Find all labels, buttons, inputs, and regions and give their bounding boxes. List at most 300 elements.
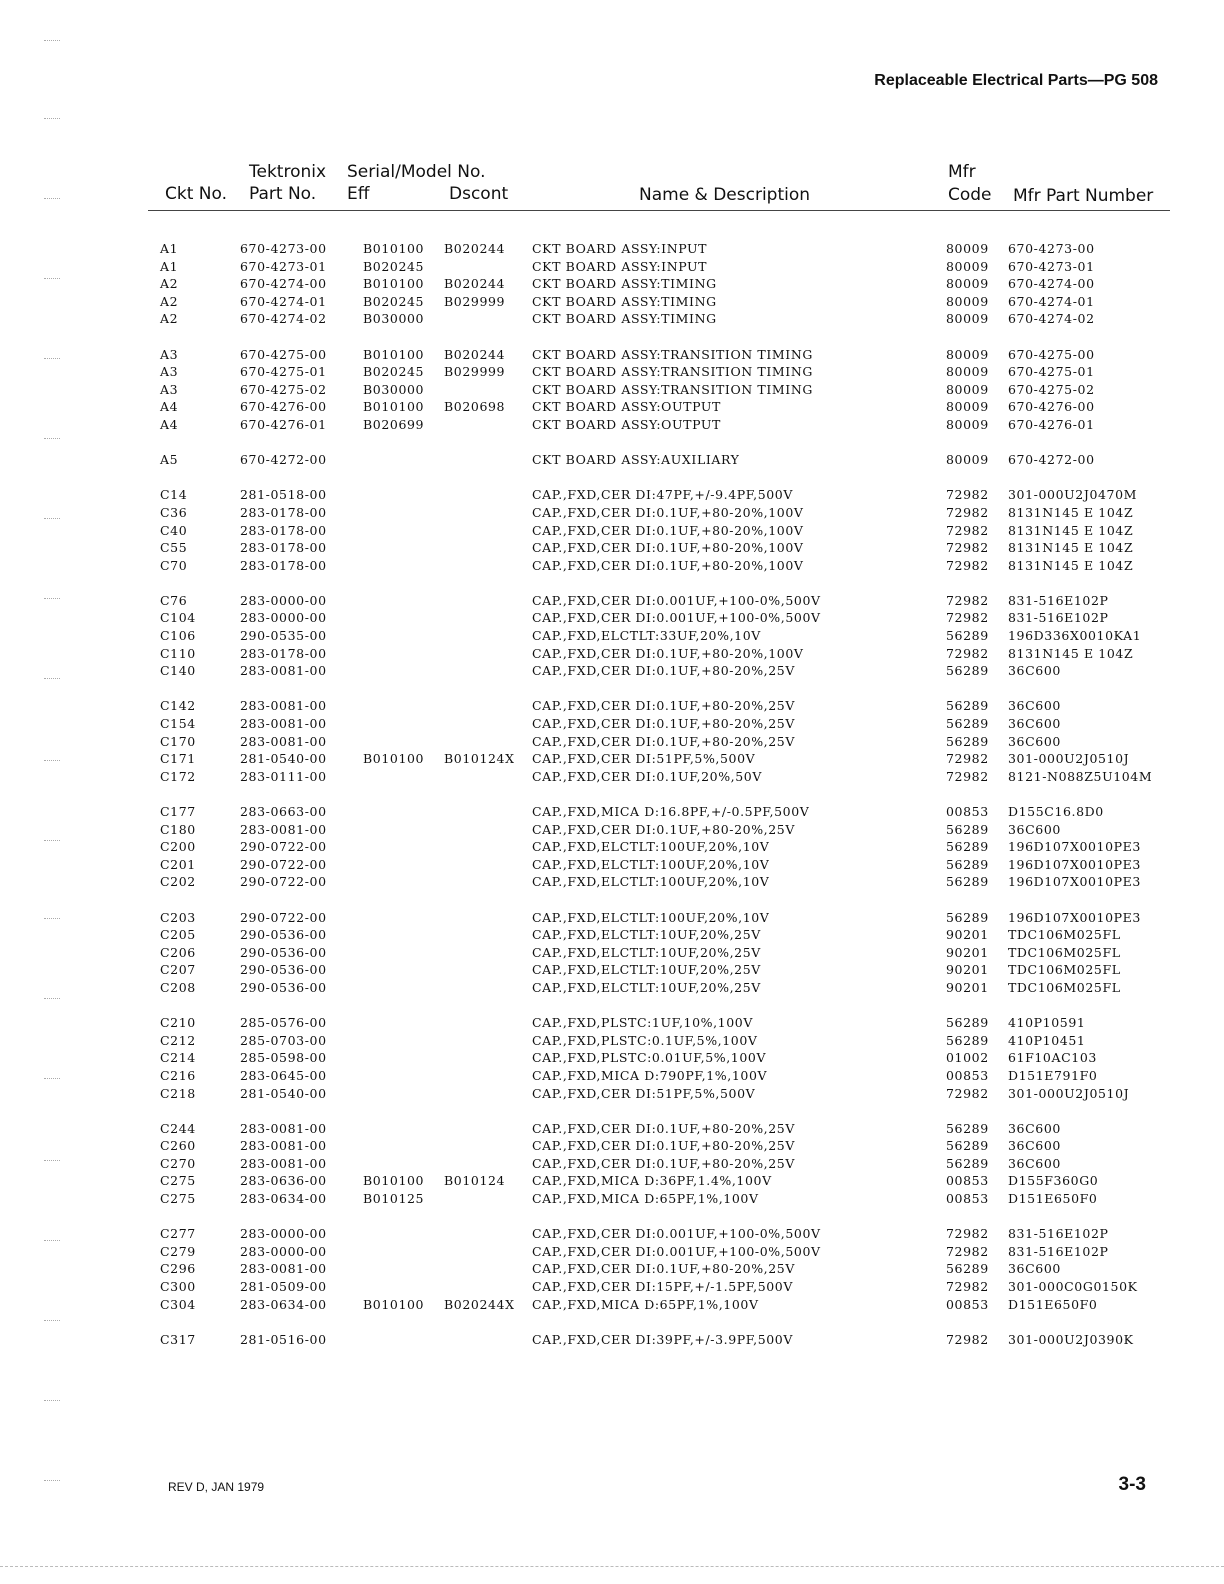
part-no-cell: 283-0636-00 [240, 1173, 327, 1189]
mfr-code-cell: 80009 [946, 311, 989, 327]
table-row [0, 346, 1224, 364]
ckt-no-cell: C104 [160, 610, 196, 626]
mfr-part-number-cell: 196D107X0010PE3 [1008, 839, 1141, 855]
page-header: Replaceable Electrical Parts—PG 508 [874, 72, 1158, 89]
mfr-part-number-cell: TDC106M025FL [1008, 927, 1121, 943]
ckt-no-cell: C205 [160, 927, 196, 943]
mfr-part-number-cell: 36C600 [1008, 733, 1061, 749]
table-row [0, 838, 1224, 856]
table-row [0, 803, 1224, 821]
serial-eff-cell: B030000 [363, 311, 425, 327]
part-no-cell: 670-4275-02 [240, 381, 327, 397]
name-description-cell: CAP.,FXD,MICA D:65PF,1%,100V [532, 1296, 759, 1312]
part-no-cell: 670-4275-00 [240, 346, 327, 362]
mfr-part-number-cell: 36C600 [1008, 716, 1061, 732]
mfr-code-cell: 72982 [946, 610, 989, 626]
ckt-no-cell: C212 [160, 1032, 196, 1048]
table-row [0, 486, 1224, 504]
mfr-part-number-cell: 831-516E102P [1008, 1226, 1109, 1242]
ckt-no-cell: C70 [160, 557, 188, 573]
part-no-cell: 283-0645-00 [240, 1067, 327, 1083]
part-no-cell: 283-0000-00 [240, 1226, 327, 1242]
mfr-part-number-cell: 670-4275-01 [1008, 364, 1095, 380]
mfr-code-cell: 56289 [946, 856, 989, 872]
name-description-cell: CAP.,FXD,MICA D:790PF,1%,100V [532, 1067, 768, 1083]
table-row [0, 662, 1224, 680]
name-description-cell: CAP.,FXD,ELCTLT:100UF,20%,10V [532, 856, 770, 872]
ckt-no-cell: C140 [160, 663, 196, 679]
part-no-cell: 670-4274-02 [240, 311, 327, 327]
mfr-code-cell: 56289 [946, 663, 989, 679]
table-row [0, 873, 1224, 891]
ckt-no-cell: C180 [160, 821, 196, 837]
header-serial-model: Serial/Model No. [347, 162, 486, 182]
serial-eff-cell: B010100 [363, 1173, 425, 1189]
ckt-no-cell: C170 [160, 733, 196, 749]
ckt-no-cell: A3 [160, 381, 179, 397]
ckt-no-cell: C202 [160, 874, 196, 890]
header-mfr-part-number: Mfr Part Number [1013, 186, 1154, 206]
mfr-code-cell: 80009 [946, 258, 989, 274]
ckt-no-cell: C177 [160, 804, 196, 819]
ckt-no-cell: C14 [160, 487, 188, 503]
serial-eff-cell: B010100 [363, 751, 425, 767]
mfr-part-number-cell: 670-4276-01 [1008, 416, 1095, 432]
serial-dscont-cell: B029999 [444, 293, 506, 309]
name-description-cell: CAP.,FXD,CER DI:0.1UF,+80-20%,25V [532, 663, 795, 679]
mfr-code-cell: 56289 [946, 909, 989, 925]
mfr-code-cell: 72982 [946, 768, 989, 784]
mfr-code-cell: 00853 [946, 1173, 989, 1189]
ckt-no-cell: C279 [160, 1243, 196, 1259]
ckt-no-cell: C207 [160, 962, 196, 978]
part-no-cell: 283-0178-00 [240, 557, 327, 573]
serial-dscont-cell: B020244 [444, 346, 506, 362]
table-row [0, 363, 1224, 381]
ckt-no-cell: C260 [160, 1138, 196, 1154]
part-no-cell: 283-0178-00 [240, 540, 327, 556]
mfr-part-number-cell: D155C16.8D0 [1008, 804, 1104, 819]
mfr-part-number-cell: 301-000U2J0390K [1008, 1331, 1134, 1347]
part-no-cell: 670-4276-01 [240, 416, 327, 432]
mfr-code-cell: 72982 [946, 751, 989, 767]
table-row [0, 1278, 1224, 1296]
mfr-part-number-cell: 670-4276-00 [1008, 399, 1095, 415]
table-row [0, 293, 1224, 311]
mfr-part-number-cell: 36C600 [1008, 663, 1061, 679]
group-spacer [0, 574, 1224, 592]
header-ckt-no: Ckt No. [165, 184, 228, 204]
group-spacer [0, 997, 1224, 1015]
name-description-cell: CAP.,FXD,MICA D:36PF,1.4%,100V [532, 1173, 772, 1189]
ckt-no-cell: C55 [160, 540, 188, 556]
mfr-part-number-cell: 36C600 [1008, 821, 1061, 837]
mfr-part-number-cell: D151E650F0 [1008, 1191, 1098, 1207]
ckt-no-cell: A2 [160, 293, 179, 309]
part-no-cell: 670-4273-01 [240, 258, 327, 274]
name-description-cell: CAP.,FXD,ELCTLT:10UF,20%,25V [532, 962, 761, 978]
mfr-code-cell: 01002 [946, 1050, 989, 1066]
name-description-cell: CAP.,FXD,CER DI:0.1UF,20%,50V [532, 768, 762, 784]
mfr-code-cell: 72982 [946, 1279, 989, 1295]
group-spacer [0, 891, 1224, 909]
mfr-code-cell: 72982 [946, 1085, 989, 1101]
table-row [0, 1243, 1224, 1261]
name-description-cell: CAP.,FXD,ELCTLT:10UF,20%,25V [532, 944, 761, 960]
mfr-part-number-cell: 831-516E102P [1008, 592, 1109, 608]
table-row [0, 240, 1224, 258]
mfr-part-number-cell: D151E791F0 [1008, 1067, 1098, 1083]
table-row [0, 821, 1224, 839]
name-description-cell: CAP.,FXD,CER DI:0.1UF,+80-20%,25V [532, 698, 795, 714]
name-description-cell: CAP.,FXD,CER DI:0.1UF,+80-20%,25V [532, 716, 795, 732]
header-divider [148, 210, 1170, 211]
mfr-code-cell: 80009 [946, 399, 989, 415]
part-no-cell: 283-0000-00 [240, 610, 327, 626]
mfr-code-cell: 72982 [946, 487, 989, 503]
part-no-cell: 670-4276-00 [240, 399, 327, 415]
header-part-no: Part No. [249, 184, 317, 204]
ckt-no-cell: C206 [160, 944, 196, 960]
table-row [0, 768, 1224, 786]
mfr-code-cell: 80009 [946, 293, 989, 309]
part-no-cell: 283-0000-00 [240, 1243, 327, 1259]
part-no-cell: 283-0081-00 [240, 663, 327, 679]
mfr-code-cell: 80009 [946, 452, 989, 468]
mfr-code-cell: 80009 [946, 364, 989, 380]
name-description-cell: CAP.,FXD,PLSTC:0.01UF,5%,100V [532, 1050, 767, 1066]
part-no-cell: 290-0722-00 [240, 839, 327, 855]
mfr-code-cell: 72982 [946, 522, 989, 538]
table-row [0, 522, 1224, 540]
table-row [0, 609, 1224, 627]
ckt-no-cell: C317 [160, 1331, 196, 1347]
mfr-code-cell: 56289 [946, 1155, 989, 1171]
mfr-code-cell: 56289 [946, 628, 989, 644]
part-no-cell: 283-0081-00 [240, 1120, 327, 1136]
name-description-cell: CKT BOARD ASSY:TRANSITION TIMING [532, 381, 813, 397]
table-row [0, 539, 1224, 557]
name-description-cell: CAP.,FXD,ELCTLT:10UF,20%,25V [532, 927, 761, 943]
serial-eff-cell: B010100 [363, 346, 425, 362]
serial-eff-cell: B010100 [363, 276, 425, 292]
mfr-code-cell: 72982 [946, 1243, 989, 1259]
mfr-part-number-cell: 410P10451 [1008, 1032, 1086, 1048]
mfr-part-number-cell: 670-4275-02 [1008, 381, 1095, 397]
scan-margin-marks [44, 0, 64, 1584]
table-row [0, 1137, 1224, 1155]
mfr-code-cell: 72982 [946, 557, 989, 573]
mfr-part-number-cell: D155F360G0 [1008, 1173, 1099, 1189]
name-description-cell: CKT BOARD ASSY:INPUT [532, 241, 708, 256]
table-row [0, 627, 1224, 645]
name-description-cell: CAP.,FXD,MICA D:65PF,1%,100V [532, 1191, 759, 1207]
ckt-no-cell: A3 [160, 364, 179, 380]
mfr-part-number-cell: 8131N145 E 104Z [1008, 557, 1134, 573]
table-row [0, 557, 1224, 575]
mfr-code-cell: 56289 [946, 716, 989, 732]
mfr-part-number-cell: 8131N145 E 104Z [1008, 504, 1134, 520]
ckt-no-cell: A1 [160, 258, 179, 274]
ckt-no-cell: C277 [160, 1226, 196, 1242]
part-no-cell: 283-0081-00 [240, 716, 327, 732]
scan-bottom-edge [0, 1566, 1224, 1567]
part-no-cell: 281-0540-00 [240, 1085, 327, 1101]
name-description-cell: CAP.,FXD,CER DI:0.001UF,+100-0%,500V [532, 1243, 821, 1259]
mfr-code-cell: 72982 [946, 592, 989, 608]
mfr-code-cell: 80009 [946, 241, 989, 256]
ckt-no-cell: C201 [160, 856, 196, 872]
table-row [0, 1032, 1224, 1050]
name-description-cell: CAP.,FXD,CER DI:0.1UF,+80-20%,25V [532, 1155, 795, 1171]
name-description-cell: CAP.,FXD,CER DI:0.001UF,+100-0%,500V [532, 610, 821, 626]
ckt-no-cell: C142 [160, 698, 196, 714]
part-no-cell: 670-4274-00 [240, 276, 327, 292]
mfr-code-cell: 00853 [946, 1191, 989, 1207]
name-description-cell: CAP.,FXD,CER DI:0.001UF,+100-0%,500V [532, 592, 821, 608]
mfr-code-cell: 56289 [946, 821, 989, 837]
part-no-cell: 283-0178-00 [240, 522, 327, 538]
serial-dscont-cell: B020698 [444, 399, 506, 415]
mfr-code-cell: 80009 [946, 381, 989, 397]
table-row [0, 909, 1224, 927]
mfr-code-cell: 00853 [946, 804, 989, 819]
part-no-cell: 290-0536-00 [240, 944, 327, 960]
table-row [0, 733, 1224, 751]
table-row [0, 504, 1224, 522]
table-row [0, 715, 1224, 733]
ckt-no-cell: C214 [160, 1050, 196, 1066]
table-row [0, 1049, 1224, 1067]
ckt-no-cell: A4 [160, 399, 179, 415]
ckt-no-cell: C275 [160, 1173, 196, 1189]
ckt-no-cell: C270 [160, 1155, 196, 1171]
mfr-code-cell: 56289 [946, 1015, 989, 1031]
part-no-cell: 281-0516-00 [240, 1331, 327, 1347]
part-no-cell: 285-0576-00 [240, 1015, 327, 1031]
name-description-cell: CAP.,FXD,CER DI:0.1UF,+80-20%,100V [532, 645, 804, 661]
name-description-cell: CAP.,FXD,CER DI:0.1UF,+80-20%,100V [532, 522, 804, 538]
mfr-part-number-cell: 410P10591 [1008, 1015, 1086, 1031]
column-headers [0, 162, 1224, 212]
name-description-cell: CKT BOARD ASSY:TRANSITION TIMING [532, 346, 813, 362]
mfr-part-number-cell: 670-4273-00 [1008, 241, 1095, 256]
mfr-code-cell: 56289 [946, 698, 989, 714]
table-row [0, 979, 1224, 997]
part-no-cell: 281-0518-00 [240, 487, 327, 503]
mfr-part-number-cell: 196D336X0010KA1 [1008, 628, 1142, 644]
mfr-part-number-cell: 61F10AC103 [1008, 1050, 1097, 1066]
serial-eff-cell: B030000 [363, 381, 425, 397]
ckt-no-cell: A1 [160, 241, 179, 256]
serial-eff-cell: B010100 [363, 241, 425, 256]
table-row [0, 645, 1224, 663]
part-no-cell: 281-0540-00 [240, 751, 327, 767]
table-row [0, 1120, 1224, 1138]
part-no-cell: 283-0081-00 [240, 733, 327, 749]
part-no-cell: 283-0634-00 [240, 1296, 327, 1312]
ckt-no-cell: A2 [160, 276, 179, 292]
table-row [0, 961, 1224, 979]
name-description-cell: CAP.,FXD,CER DI:51PF,5%,500V [532, 751, 756, 767]
part-no-cell: 290-0722-00 [240, 856, 327, 872]
mfr-code-cell: 90201 [946, 927, 989, 943]
mfr-code-cell: 72982 [946, 1226, 989, 1242]
mfr-part-number-cell: 36C600 [1008, 1155, 1061, 1171]
name-description-cell: CAP.,FXD,CER DI:39PF,+/-3.9PF,500V [532, 1331, 793, 1347]
serial-dscont-cell: B020244 [444, 241, 506, 256]
mfr-code-cell: 72982 [946, 645, 989, 661]
mfr-code-cell: 72982 [946, 540, 989, 556]
part-no-cell: 283-0000-00 [240, 592, 327, 608]
name-description-cell: CKT BOARD ASSY:TIMING [532, 293, 717, 309]
group-spacer [0, 328, 1224, 346]
table-row [0, 258, 1224, 276]
name-description-cell: CKT BOARD ASSY:TRANSITION TIMING [532, 364, 813, 380]
page-number: 3-3 [1118, 1474, 1146, 1495]
part-no-cell: 283-0634-00 [240, 1191, 327, 1207]
name-description-cell: CAP.,FXD,CER DI:0.1UF,+80-20%,100V [532, 557, 804, 573]
group-spacer [0, 1208, 1224, 1226]
table-row [0, 1014, 1224, 1032]
mfr-part-number-cell: D151E650F0 [1008, 1296, 1098, 1312]
mfr-part-number-cell: 196D107X0010PE3 [1008, 874, 1141, 890]
part-no-cell: 283-0111-00 [240, 768, 327, 784]
name-description-cell: CAP.,FXD,CER DI:0.001UF,+100-0%,500V [532, 1226, 821, 1242]
part-no-cell: 283-0663-00 [240, 804, 327, 819]
ckt-no-cell: C110 [160, 645, 196, 661]
table-row [0, 750, 1224, 768]
name-description-cell: CAP.,FXD,ELCTLT:100UF,20%,10V [532, 909, 770, 925]
table-row [0, 1155, 1224, 1173]
mfr-code-cell: 00853 [946, 1296, 989, 1312]
mfr-part-number-cell: 196D107X0010PE3 [1008, 856, 1141, 872]
table-row [0, 416, 1224, 434]
part-no-cell: 283-0081-00 [240, 698, 327, 714]
mfr-part-number-cell: 196D107X0010PE3 [1008, 909, 1141, 925]
mfr-part-number-cell: 301-000C0G0150K [1008, 1279, 1138, 1295]
part-no-cell: 290-0535-00 [240, 628, 327, 644]
table-row [0, 1260, 1224, 1278]
mfr-code-cell: 56289 [946, 874, 989, 890]
mfr-code-cell: 56289 [946, 1138, 989, 1154]
table-row [0, 697, 1224, 715]
table-row [0, 381, 1224, 399]
part-no-cell: 283-0081-00 [240, 1155, 327, 1171]
serial-dscont-cell: B010124X [444, 751, 515, 767]
name-description-cell: CAP.,FXD,ELCTLT:33UF,20%,10V [532, 628, 761, 644]
group-spacer [0, 434, 1224, 452]
mfr-code-cell: 90201 [946, 979, 989, 995]
group-spacer [0, 680, 1224, 698]
table-row [0, 944, 1224, 962]
mfr-code-cell: 80009 [946, 276, 989, 292]
table-row [0, 926, 1224, 944]
part-no-cell: 285-0598-00 [240, 1050, 327, 1066]
mfr-part-number-cell: 36C600 [1008, 698, 1061, 714]
mfr-code-cell: 90201 [946, 962, 989, 978]
part-no-cell: 281-0509-00 [240, 1279, 327, 1295]
name-description-cell: CKT BOARD ASSY:TIMING [532, 311, 717, 327]
mfr-code-cell: 56289 [946, 1032, 989, 1048]
ckt-no-cell: C275 [160, 1191, 196, 1207]
mfr-part-number-cell: 36C600 [1008, 1261, 1061, 1277]
ckt-no-cell: A3 [160, 346, 179, 362]
group-spacer [0, 785, 1224, 803]
ckt-no-cell: C300 [160, 1279, 196, 1295]
mfr-part-number-cell: TDC106M025FL [1008, 962, 1121, 978]
header-dscont: Dscont [449, 184, 509, 204]
mfr-part-number-cell: 8121-N088Z5U104M [1008, 768, 1153, 784]
mfr-part-number-cell: 36C600 [1008, 1138, 1061, 1154]
mfr-code-cell: 56289 [946, 839, 989, 855]
table-row [0, 1296, 1224, 1314]
mfr-part-number-cell: 670-4274-02 [1008, 311, 1095, 327]
name-description-cell: CKT BOARD ASSY:OUTPUT [532, 399, 721, 415]
mfr-code-cell: 72982 [946, 504, 989, 520]
group-spacer [0, 1313, 1224, 1331]
part-no-cell: 290-0536-00 [240, 979, 327, 995]
revision-label: REV D, JAN 1979 [168, 1480, 265, 1494]
mfr-part-number-cell: 301-000U2J0510J [1008, 1085, 1130, 1101]
header-code: Code [948, 185, 992, 205]
header-tektronix: Tektronix [249, 162, 327, 182]
ckt-no-cell: C106 [160, 628, 196, 644]
table-row [0, 1190, 1224, 1208]
mfr-part-number-cell: 301-000U2J0510J [1008, 751, 1130, 767]
name-description-cell: CAP.,FXD,CER DI:0.1UF,+80-20%,25V [532, 1120, 795, 1136]
name-description-cell: CKT BOARD ASSY:OUTPUT [532, 416, 721, 432]
mfr-part-number-cell: 670-4275-00 [1008, 346, 1095, 362]
name-description-cell: CAP.,FXD,ELCTLT:100UF,20%,10V [532, 839, 770, 855]
name-description-cell: CAP.,FXD,PLSTC:1UF,10%,100V [532, 1015, 753, 1031]
mfr-part-number-cell: TDC106M025FL [1008, 979, 1121, 995]
part-no-cell: 670-4275-01 [240, 364, 327, 380]
part-no-cell: 670-4273-00 [240, 241, 327, 256]
name-description-cell: CAP.,FXD,CER DI:0.1UF,+80-20%,100V [532, 504, 804, 520]
name-description-cell: CKT BOARD ASSY:TIMING [532, 276, 717, 292]
name-description-cell: CAP.,FXD,CER DI:51PF,5%,500V [532, 1085, 756, 1101]
name-description-cell: CAP.,FXD,CER DI:47PF,+/-9.4PF,500V [532, 487, 793, 503]
header-mfr: Mfr [948, 162, 976, 182]
serial-eff-cell: B020699 [363, 416, 425, 432]
mfr-code-cell: 00853 [946, 1067, 989, 1083]
serial-eff-cell: B020245 [363, 364, 425, 380]
part-no-cell: 283-0081-00 [240, 1138, 327, 1154]
mfr-part-number-cell: 670-4272-00 [1008, 452, 1095, 468]
table-row [0, 275, 1224, 293]
part-no-cell: 283-0081-00 [240, 1261, 327, 1277]
mfr-part-number-cell: TDC106M025FL [1008, 944, 1121, 960]
mfr-part-number-cell: 8131N145 E 104Z [1008, 522, 1134, 538]
mfr-part-number-cell: 8131N145 E 104Z [1008, 540, 1134, 556]
header-name-description: Name & Description [639, 185, 811, 205]
ckt-no-cell: C304 [160, 1296, 196, 1312]
mfr-part-number-cell: 301-000U2J0470M [1008, 487, 1138, 503]
mfr-code-cell: 56289 [946, 733, 989, 749]
ckt-no-cell: C203 [160, 909, 196, 925]
table-row [0, 451, 1224, 469]
part-no-cell: 283-0178-00 [240, 645, 327, 661]
ckt-no-cell: A4 [160, 416, 179, 432]
ckt-no-cell: C171 [160, 751, 196, 767]
name-description-cell: CKT BOARD ASSY:INPUT [532, 258, 708, 274]
table-row [0, 310, 1224, 328]
part-no-cell: 290-0536-00 [240, 962, 327, 978]
name-description-cell: CAP.,FXD,CER DI:0.1UF,+80-20%,100V [532, 540, 804, 556]
part-no-cell: 283-0081-00 [240, 821, 327, 837]
mfr-code-cell: 72982 [946, 1331, 989, 1347]
